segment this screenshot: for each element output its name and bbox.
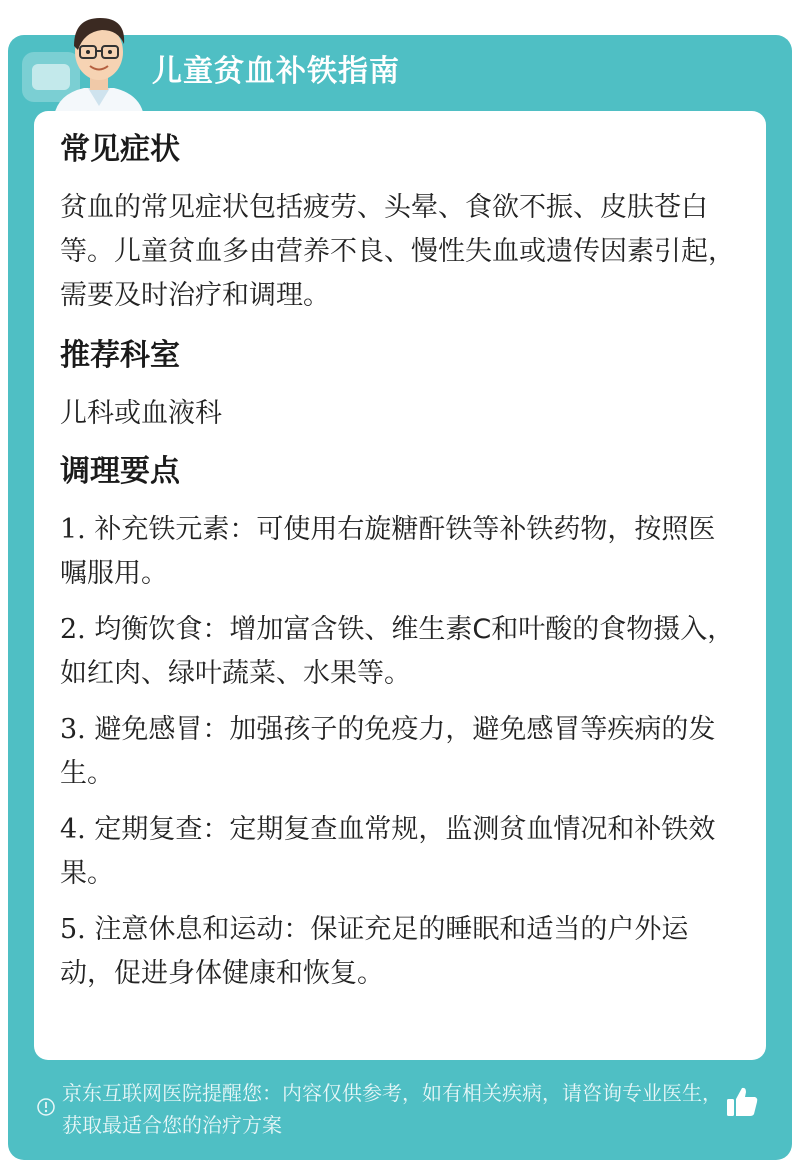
- list-item: [60, 508, 740, 596]
- symptoms-heading: 常见症状: [60, 132, 180, 167]
- department-text: 儿科或血液科: [60, 398, 222, 429]
- list-item: [60, 808, 740, 896]
- list-item: [60, 708, 740, 796]
- department-heading: 推荐科室: [60, 338, 180, 373]
- list-item-text: 避免感冒：加强孩子的免疫力，避免感冒等疾病的发生。: [60, 714, 716, 789]
- list-item-text: 注意休息和运动：保证充足的睡眠和适当的户外运动，促进身体健康和恢复。: [60, 914, 689, 989]
- list-item-text: 补充铁元素：可使用右旋糖酐铁等补铁药物，按照医嘱服用。: [60, 514, 716, 589]
- list-item: [60, 908, 740, 996]
- list-item-number: 4.: [60, 814, 86, 845]
- article-content: [60, 128, 740, 996]
- list-item-number: 2.: [60, 614, 86, 645]
- doctor-avatar: [44, 6, 154, 116]
- symptoms-text: 贫血的常见症状包括疲劳、头晕、食欲不振、皮肤苍白等。儿童贫血多由营养不良、慢性失血或遗传因素引起，需要及时治疗和调理。: [60, 192, 735, 311]
- list-item: [60, 608, 740, 696]
- care-heading: 调理要点: [60, 454, 180, 489]
- info-icon: [36, 1097, 56, 1117]
- list-item-number: 5.: [60, 914, 86, 945]
- thumbs-up-icon[interactable]: [724, 1084, 760, 1120]
- list-item-text: 均衡饮食：增加富含铁、维生素C和叶酸的食物摄入，如红肉、绿叶蔬菜、水果等。: [60, 614, 735, 689]
- list-item-text: 定期复查：定期复查血常规，监测贫血情况和补铁效果。: [60, 814, 716, 889]
- disclaimer-text: 京东互联网医院提醒您：内容仅供参考，如有相关疾病，请咨询专业医生，获取最适合您的治疗方案: [62, 1081, 722, 1137]
- list-item-number: 3.: [60, 714, 86, 745]
- list-item-number: 1.: [60, 514, 86, 545]
- page-title: 儿童贫血补铁指南: [152, 54, 400, 89]
